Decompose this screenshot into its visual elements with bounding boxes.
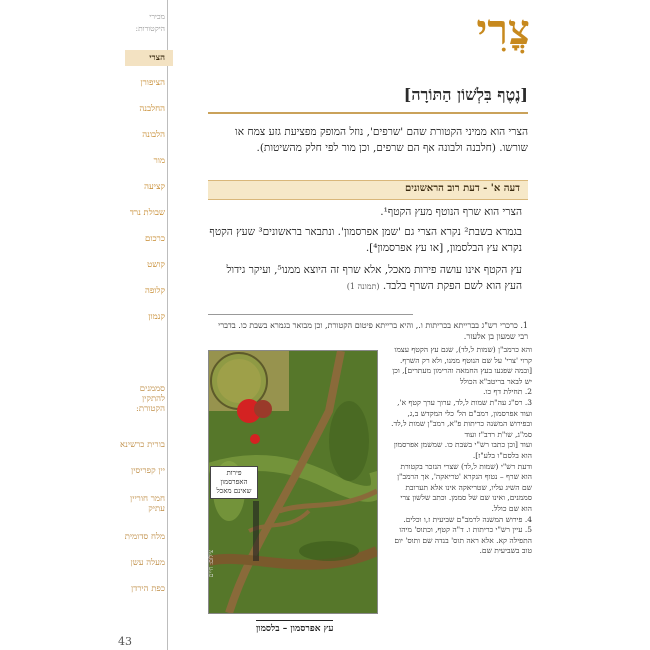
footnote-text: 3. רס"ג עה"ת שמות ל,לד, ערוך ערך קטף א', ועוד אפרסמון, רמב"ם הל' כלי המקדש ב,ג, ובפירוש המשנה כריתות פ"א, רמב"ן שמות ל,לד. סמ"ג, שו"ת רדב"ז ועוד [391,397,532,439]
footnote-text: ועוד [וכן כתבו רש"י בשבת כו. שמשמן אפרסמון הוא בלסם"ו בלע"ז]. [393,440,532,460]
index-item-chelbena[interactable]: החלבנה [139,104,165,114]
intro-paragraph: הצרי הוא ממיני הקטורת שהם 'שרפים', נוזל המופק מפציעת גזע צמח או שורשו. (חלבנה ולבונה אף הם שרפים, וכן מור לפי חלק מהשיטות). [235,126,528,154]
section-heading: [נֶטֶף בִּלְשׁוֹן הַתּוֹרָה] [403,85,528,104]
paragraph-3-text: עץ הקטף אינו עושה פירות מאכל, אלא שרף זה היוצא ממנו⁵, ועיקר גידול העץ הוא לשם הפקת השרף בלבד. [226,264,522,292]
index-item-yayin[interactable]: יין קפריסין [131,466,165,476]
footnote-text: 4. פירוש המשנה לרמב"ם שביעית ז,ו וכלים. [403,514,532,524]
index-divider [167,0,168,650]
opinion-heading-bar [208,180,528,200]
index-item-levona[interactable]: הלבונה [142,130,165,140]
footnote-1: 1. כרכרי רש"ג בברייתא בכריתות ו., והיא ברייתא פיטום הקטורת, וכן מבואר בגמרא בשבת כו. בדברי רבי שמעון בן אלעזר. [218,321,528,341]
side-index [117,0,173,650]
paragraph-2: בגמרא בשבת² נקרא הצרי גם 'שמן אפרסמון'. ונתבאר בראשונים³ שעץ הקטף נקרא עץ הבלסמון, [או עץ אפרסמון⁴]. [209,226,522,254]
index-item-melach[interactable]: מלח סדומית [124,532,165,542]
index-item-chamar[interactable]: חמר חוריין עתיק [130,494,165,514]
photo-credit: צילום: חיים [208,550,215,578]
footnotes-column [390,345,532,557]
index-item-ketzia[interactable]: קציעה [144,182,165,192]
index-item-maale-ashan[interactable]: מעלה עשן [130,558,165,568]
index-item-tsori[interactable]: הצרי [125,50,173,66]
footnote-text: והא כרמב"ן (שמות ל,לד), שגם עץ הקטף עצמו קרוי 'צרי' על שם הנוטף ממנו, ולא רק השרף. [ובמה שפגעו בעץ החמאה והרימון מעתרים], וכן יש לבאר בריטב"א הכולל [392,345,532,386]
footnote-rule [208,314,413,315]
footnote-text: 2. תחילת דף כו. [483,387,532,397]
heading-underline [208,112,528,114]
index-item-borit[interactable]: בורית כרשינא [119,440,165,450]
index-item-kinamon[interactable]: קנמון [148,312,165,322]
photo-caption: עץ אפרסמון – בלסמון [256,620,333,634]
footnote-text: ודעת רש"י (שמות ל,לד) שצרי הנזכר בקטורת הוא שרף – נטוף הנקרא 'טריאקה', אך הרמב"ן שם השיג עליו, שטריאקה אינו אלא תערובת סממנים, ואינו שם של סממן. וכתב שלשון צרי הוא שם כולל. [397,461,532,513]
opinion-heading: דעה א' - דעת רוב הראשונים [405,183,520,194]
index-item-kosht[interactable]: קושט [147,260,165,270]
index-item-mor[interactable]: מור [153,156,165,166]
index-top-label: מכירי [149,12,165,21]
index-item-shibolet-nerd[interactable]: שבולת נרד [129,208,165,218]
paragraph-3 [208,262,522,295]
index-item-kipat[interactable]: כפת הירדן [130,584,165,594]
figure-reference: (תמונה 1) [346,282,380,291]
index-item-kelufa[interactable]: קלופה [144,286,165,296]
index-item-tziporen[interactable]: הציפורן [140,78,165,88]
index-top-label: היקטורות: [135,24,165,33]
footnote-text: 5. עיין רש"י כריתות ו. ד"ה קטף, וכתוס' מיהו התפילה קא. אלא ראה תוס' בנדה שם ותוס' יום טוב בשביעית שם. [394,525,532,556]
index-item-karkom[interactable]: כרכום [145,234,165,244]
chapter-title: צֳרִי [476,5,530,54]
page-number: 43 [118,635,132,648]
paragraph-1: הצרי הוא שרף הנוטף מעץ הקטף¹. [380,206,522,218]
fruit-callout-label: פירות האפרסמון שאינם מאכל [210,466,258,499]
index-item-samanim[interactable]: סממנים להתקין הקטורת: [136,384,165,414]
